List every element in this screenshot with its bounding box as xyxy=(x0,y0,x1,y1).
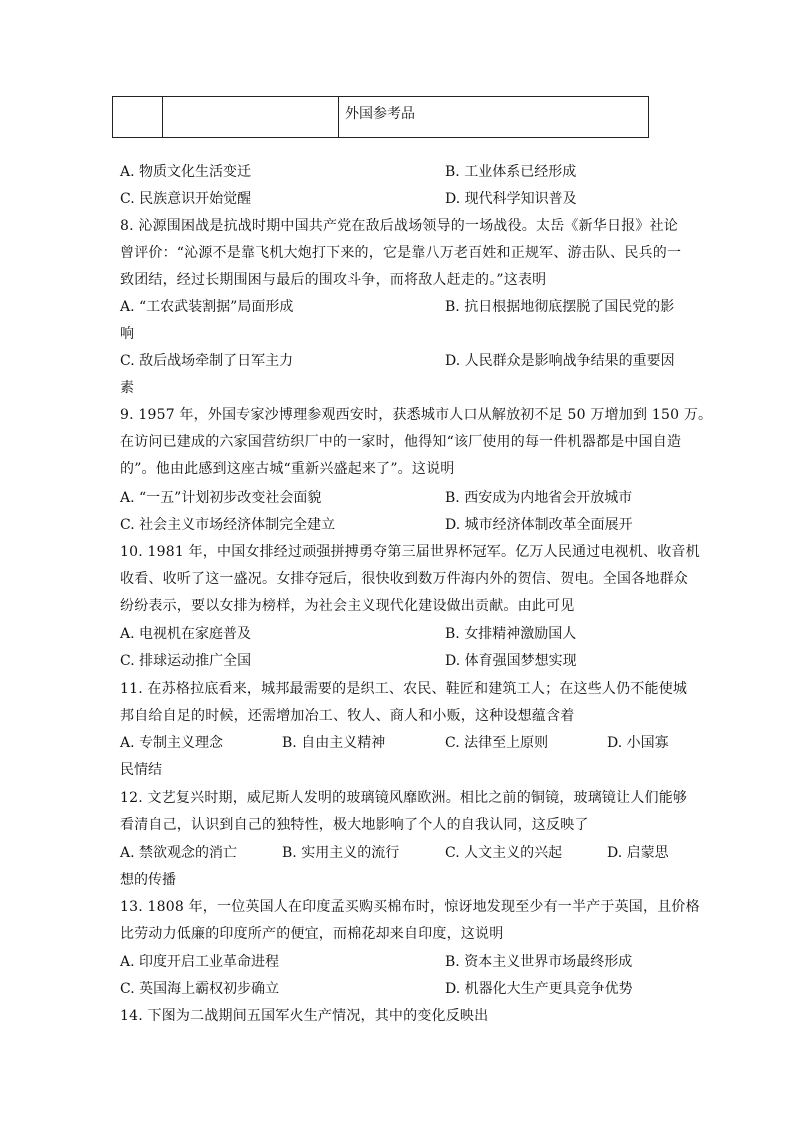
q7-option-c: C. 民族意识开始觉醒 xyxy=(120,191,252,207)
q11-stem-line: 11. 在苏格拉底看来，城邦最需要的是织工、农民、鞋匠和建筑工人；在这些人仍不能使城 xyxy=(120,681,688,697)
q12-option-d: D. 启蒙思 xyxy=(607,845,669,861)
q9-option-a: A. “一五”计划初步改变社会面貌 xyxy=(120,490,322,506)
q14-stem-line: 14. 下图为二战期间五国军火生产情况，其中的变化反映出 xyxy=(120,1008,489,1024)
q8-stem-line: 8. 沁源围困战是抗战时期中国共产党在敌后战场领导的一场战役。太岳《新华日报》社论 xyxy=(120,218,679,234)
q10-option-a: A. 电视机在家庭普及 xyxy=(120,626,252,642)
q9-stem-line: 9. 1957 年，外国专家沙博理参观西安时，获悉城市人口从解放初不足 50 万增加到 150 万。 xyxy=(120,407,713,423)
reference-table xyxy=(112,96,649,138)
q10-option-b: B. 女排精神激励国人 xyxy=(445,626,577,642)
q12-option-d-wrap: 想的传播 xyxy=(120,872,176,888)
q8-option-d: D. 人民群众是影响战争结果的重要因 xyxy=(445,353,675,369)
q12-stem-line: 看清自己，认识到自己的独特性，极大地影响了个人的自我认同，这反映了 xyxy=(120,817,589,833)
q8-option-b: B. 抗日根据地彻底摆脱了国民党的影 xyxy=(445,299,675,315)
q12-option-a: A. 禁欲观念的消亡 xyxy=(120,845,238,861)
q9-option-d: D. 城市经济体制改革全面展开 xyxy=(445,517,633,533)
q9-option-b: B. 西安成为内地省会开放城市 xyxy=(445,490,633,506)
q13-option-a: A. 印度开启工业革命进程 xyxy=(120,954,280,970)
table-row xyxy=(113,97,649,138)
q12-option-c: C. 人文主义的兴起 xyxy=(445,845,563,861)
q10-option-c: C. 排球运动推广全国 xyxy=(120,653,252,669)
q9-option-c: C. 社会主义市场经济体制完全建立 xyxy=(120,517,336,533)
q13-stem-line: 比劳动力低廉的印度所产的便宜，而棉花却来自印度，这说明 xyxy=(120,926,504,942)
q13-option-b: B. 资本主义世界市场最终形成 xyxy=(445,954,633,970)
q11-option-c: C. 法律至上原则 xyxy=(445,735,549,751)
q8-option-d-wrap: 素 xyxy=(120,380,134,396)
q11-option-a: A. 专制主义理念 xyxy=(120,735,224,751)
q10-stem-line: 收看、收听了这一盛况。女排夺冠后，很快收到数万件海内外的贺信、贺电。全国各地群众 xyxy=(120,571,688,587)
q12-stem-line: 12. 文艺复兴时期，威尼斯人发明的玻璃镜风靡欧洲。相比之前的铜镜，玻璃镜让人们能够 xyxy=(120,790,688,806)
q10-stem-line: 纷纷表示，要以女排为榜样，为社会主义现代化建设做出贡献。由此可见 xyxy=(120,598,575,614)
table-cell-empty xyxy=(113,97,163,138)
q10-option-d: D. 体育强国梦想实现 xyxy=(445,653,577,669)
q9-stem-line: 的”。他由此感到这座古城“重新兴盛起来了”。这说明 xyxy=(120,461,455,477)
q11-option-d: D. 小国寡 xyxy=(607,735,669,751)
q7-option-d: D. 现代科学知识普及 xyxy=(445,191,577,207)
q8-option-a: A. “工农武装割据”局面形成 xyxy=(120,299,294,315)
q11-option-d-wrap: 民情结 xyxy=(120,762,162,778)
q13-option-d: D. 机器化大生产更具竞争优势 xyxy=(445,981,633,997)
q8-stem-line: 曾评价：“沁源不是靠飞机大炮打下来的，它是靠八万老百姓和正规军、游击队、民兵的一 xyxy=(120,245,682,261)
q7-option-a: A. 物质文化生活变迁 xyxy=(120,164,252,180)
q8-stem-line: 致团结，经过长期围困与最后的围攻斗争，而将敌人赶走的。”这表明 xyxy=(120,272,547,288)
q10-stem-line: 10. 1981 年，中国女排经过顽强拼搏勇夺第三届世界杯冠军。亿万人民通过电视机、收音机 xyxy=(120,544,700,560)
table-cell-foreign-reference: 外国参考品 xyxy=(339,97,649,138)
q7-option-b: B. 工业体系已经形成 xyxy=(445,164,577,180)
q8-option-c: C. 敌后战场牵制了日军主力 xyxy=(120,353,294,369)
q8-option-b-wrap: 响 xyxy=(120,326,134,342)
q9-stem-line: 在访问已建成的六家国营纺织厂中的一家时，他得知“该厂使用的每一件机器都是中国自造 xyxy=(120,434,682,450)
q13-option-c: C. 英国海上霸权初步确立 xyxy=(120,981,280,997)
q12-option-b: B. 实用主义的流行 xyxy=(282,845,400,861)
table-cell-empty xyxy=(163,97,339,138)
q11-option-b: B. 自由主义精神 xyxy=(282,735,386,751)
q11-stem-line: 邦自给自足的时候，还需增加冶工、牧人、商人和小贩，这种设想蕴含着 xyxy=(120,708,575,724)
q13-stem-line: 13. 1808 年，一位英国人在印度孟买购买棉布时，惊讶地发现至少有一半产于英国，且价格 xyxy=(120,899,700,915)
